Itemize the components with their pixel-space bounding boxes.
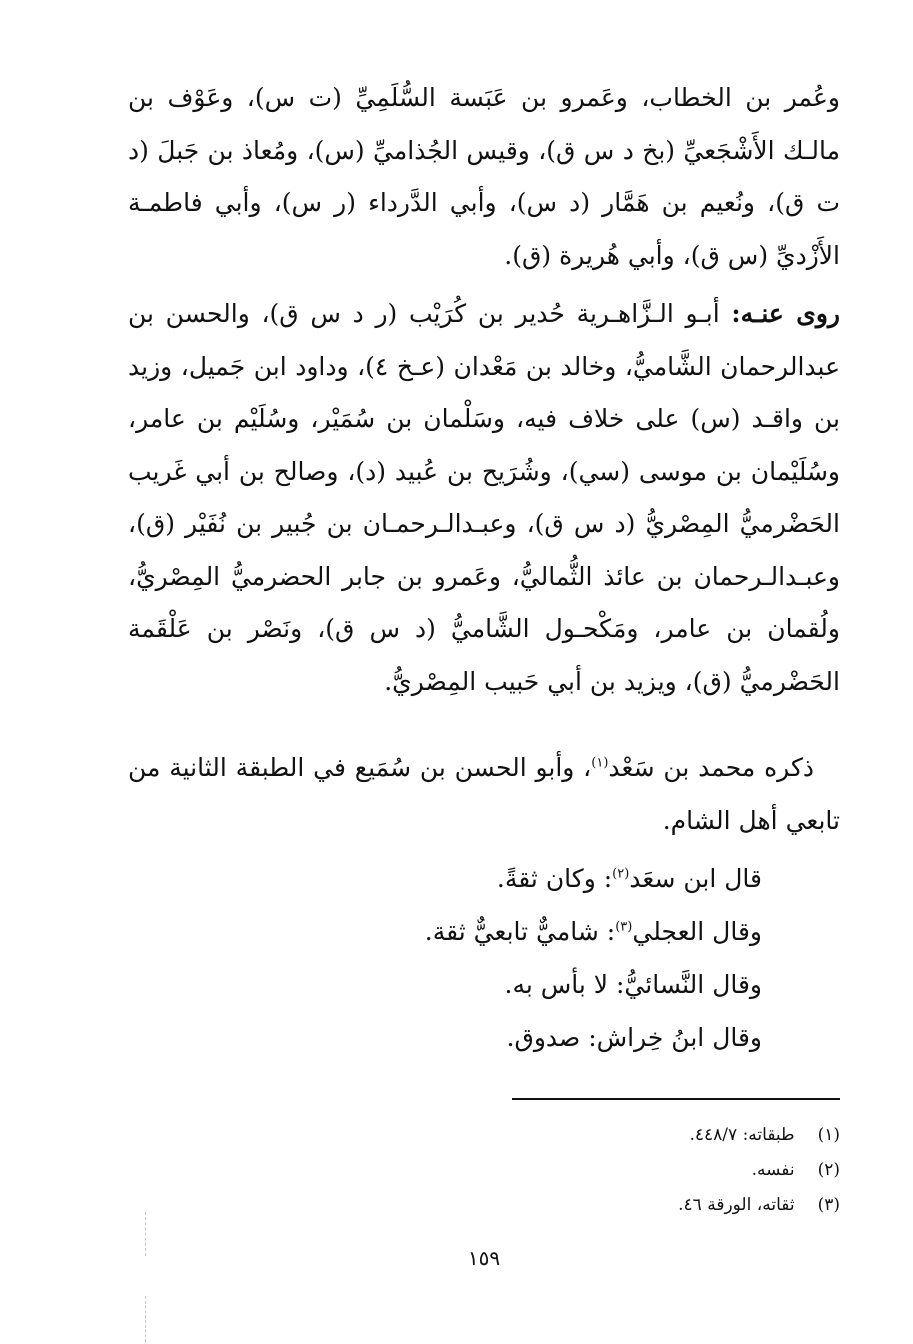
- quote-line: [425, 852, 762, 905]
- paragraph-text: أبـو الـزَّاهـرية حُدير بن كُرَيْب (ر د س ق)، والحسن بن عبدالرحمان الشَّاميُّ، وخالد بن مَعْدان (عـخ ٤)، وداود ابن جَميل، وزيد بن واقـد (س) على خلاف فيه، وسَلْمان بن سُمَيْر، وسُلَيْم بن عامر، وسُلَيْمان بن موسى (سي)، وشُرَيح بن عُبيد (د)، وصالح بن أبي غَريب الحَضْرميُّ المِصْريُّ (د س ق)، وعبـدالـرحمـان بن جُبير بن نُفَيْر (ق)، وعبـدالـرحمان بن عائذ الثُّماليُّ، وعَمرو بن جابر الحضرميُّ المِصْريُّ، ولُقمان بن عامر، ومَكْحـول الشَّاميُّ (د س ق)، ونَصْر بن عَلْقَمة الحَضْرميُّ (ق)، ويزيد بن أبي حَبيب المِصْريُّ.: [128, 299, 840, 696]
- footnotes: [128, 1118, 840, 1223]
- paragraph-mention: [128, 742, 840, 847]
- footnote-mark: (١): [817, 1125, 840, 1145]
- footnote-text: طبقاته: ٤٤٨/٧.: [689, 1125, 795, 1145]
- quote-text-end: : شاميٌّ تابعيٌّ ثقة.: [424, 917, 616, 946]
- section-lead: روى عنـه:: [731, 299, 840, 328]
- footnote-3: [128, 1188, 840, 1223]
- paragraph-text-end: ، وأبو الحسن بن سُمَيع في الطبقة الثانية من تابعي أهل الشام.: [128, 753, 840, 835]
- footnote-mark: (٣): [817, 1195, 840, 1215]
- paragraph-text: وعُمر بن الخطاب، وعَمرو بن عَبَسة السُّلَمِيِّ (ت س)، وعَوْف بن مالـك الأَشْجَعيِّ (بخ د س ق)، وقيس الجُذاميِّ (س)، ومُعاذ بن جَبلَ (د ت ق)، ونُعيم بن هَمَّار (د س)، وأبي الدَّرداء (ر س)، وأبي فاطمـة الأَزْديِّ (س ق)، وأبي هُريرة (ق).: [128, 83, 840, 270]
- quote-text-start: وقال العجلي: [632, 917, 762, 946]
- scan-edge-mark: [145, 1296, 146, 1342]
- footnote-ref[interactable]: (١): [591, 755, 609, 771]
- footnote-1: [128, 1118, 840, 1153]
- page-number: ١٥٩: [467, 1246, 501, 1270]
- footnote-divider: [512, 1098, 840, 1100]
- quotes-block: [425, 852, 762, 1064]
- document-page: [128, 0, 840, 1344]
- quote-line: [425, 905, 762, 958]
- footnote-mark: (٢): [817, 1160, 840, 1180]
- paragraph-narrated-by: [128, 288, 840, 708]
- footnote-ref[interactable]: (٣): [615, 919, 633, 935]
- scan-edge-mark: [145, 1212, 146, 1256]
- footnote-2: [128, 1153, 840, 1188]
- quote-line: [425, 1011, 762, 1064]
- footnote-ref[interactable]: (٢): [612, 866, 630, 882]
- quote-text: وقال ابنُ خِراش: صدوق.: [506, 1023, 762, 1052]
- footnote-text: ثقاته، الورقة ٤٦.: [678, 1195, 795, 1215]
- quote-line: [425, 958, 762, 1011]
- footnote-text: نفسه.: [751, 1160, 795, 1180]
- quote-text-start: قال ابن سعَد: [629, 864, 762, 893]
- paragraph-narrators-from: [128, 72, 840, 282]
- quote-text: وقال النَّسائيُّ: لا بأس به.: [504, 970, 762, 999]
- paragraph-text-start: ذكره محمد بن سَعْد: [608, 753, 815, 782]
- quote-text-end: : وكان ثقةً.: [496, 864, 613, 893]
